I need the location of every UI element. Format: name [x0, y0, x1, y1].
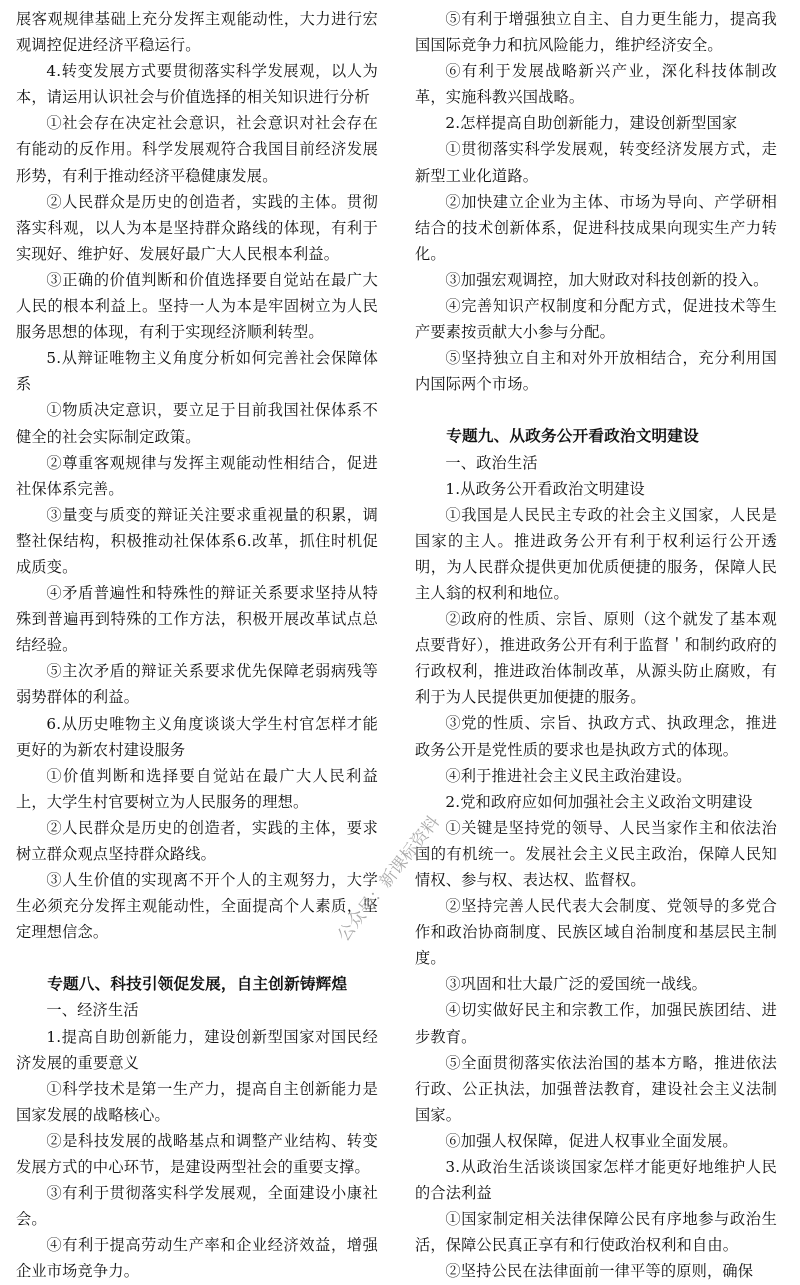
question-heading: 2.怎样提高自助创新能力，建设创新型国家	[445, 114, 738, 133]
paragraph: ④有利于提高劳动生产率和企业经济效益，增强企业市场竞争力。	[16, 1236, 378, 1281]
paragraph: ②坚持公民在法律面前一律平等的原则，确保	[445, 1262, 754, 1281]
paragraph: ①我国是人民民主专政的社会主义国家，人民是国家的主人。推进政务公开有利于权利运行公开透明，为人民群众提供更加优质便捷的服务，保障人民主人翁的权利和地位。	[415, 505, 777, 602]
paragraph: ①关键是坚持党的领导、人民当家作主和依法治国的有机统一。发展社会主义民主政治，保障人民知情权、参与权、表达权、监督权。	[415, 818, 777, 889]
paragraph-continued: 展客观规律基础上充分发挥主观能动性，大力进行宏观调控促进经济平稳运行。	[16, 10, 378, 55]
question-heading: 1.提高自助创新能力，建设创新型国家对国民经济发展的重要意义	[16, 1027, 378, 1072]
paragraph: ②坚持完善人民代表大会制度、党领导的多党合作和政治协商制度、民族区域自治制度和基层民主制度。	[415, 897, 777, 968]
paragraph: ②是科技发展的战略基点和调整产业结构、转变发展方式的中心环节，是建设两型社会的重要支撑。	[16, 1131, 378, 1177]
question-heading: 4.转变发展方式要贯彻落实科学发展观，以人为本，请运用认识社会与价值选择的相关知识进行分析	[16, 62, 378, 107]
paragraph: ⑤有利于增强独立自主、自力更生能力，提高我国国际竞争力和抗风险能力，维护经济安全。	[415, 10, 777, 55]
paragraph: ②人民群众是历史的创造者，实践的主体，要求树立群众观点坚持群众路线。	[16, 818, 378, 863]
paragraph: ③量变与质变的辩证关注要求重视量的积累，调整社保结构，积极推动社保体系6.改革，抓住时机促成质变。	[16, 505, 378, 576]
paragraph: ②尊重客观规律与发挥主观能动性相结合，促进社保体系完善。	[16, 453, 378, 498]
paragraph: ⑤全面贯彻落实依法治国的基本方略，推进依法行政、公正执法，加强普法教育，建设社会主义法制国家。	[415, 1053, 777, 1124]
question-heading: 5.从辩证唯物主义角度分析如何完善社会保障体系	[16, 349, 378, 394]
paragraph: ①物质决定意识，要立足于目前我国社保体系不健全的社会实际制定政策。	[16, 401, 378, 446]
paragraph: ②加快建立企业为主体、市场为导向、产学研相结合的技术创新体系，促进科技成果向现实生产力转化。	[415, 192, 777, 263]
paragraph: ①科学技术是第一生产力，提高自主创新能力是国家发展的战略核心。	[16, 1079, 378, 1124]
section-subtitle: 一、政治生活	[445, 453, 538, 472]
paragraph: ③正确的价值判断和价值选择要自觉站在最广大人民的根本利益上。坚持一人为本是牢固树立为人民服务思想的体现，有利于实现经济顺利转型。	[16, 270, 378, 342]
paragraph: ④完善知识产权制度和分配方式，促进技术等生产要素按贡献大小参与分配。	[415, 297, 777, 342]
paragraph: ④矛盾普遍性和特殊性的辩证关系要求坚持从特殊到普遍再到特殊的工作方法，积极开展改革试点总结经验。	[16, 584, 378, 655]
paragraph: ①价值判断和选择要自觉站在最广大人民利益上，大学生村官要树立为人民服务的理想。	[16, 766, 378, 811]
paragraph: ③巩固和壮大最广泛的爱国统一战线。	[445, 975, 707, 994]
spacer	[16, 945, 378, 971]
topic-title: 专题八、科技引领促发展，自主创新铸辉煌	[47, 975, 348, 994]
question-heading: 2.党和政府应如何加强社会主义政治文明建设	[445, 792, 753, 811]
paragraph: ③加强宏观调控，加大财政对科技创新的投入。	[445, 270, 769, 289]
paragraph: ⑤主次矛盾的辩证关系要求优先保障老弱病残等弱势群体的利益。	[16, 662, 378, 707]
paragraph: ③党的性质、宗旨、执政方式、执政理念，推进政务公开是党性质的要求也是执政方式的体现。	[415, 714, 777, 759]
left-column	[16, 6, 378, 1285]
paragraph: ⑤坚持独立自主和对外开放相结合，充分利用国内国际两个市场。	[415, 349, 777, 394]
paragraph: ④切实做好民主和宗教工作，加强民族团结、进步教育。	[415, 1001, 777, 1046]
paragraph: ⑥加强人权保障，促进人权事业全面发展。	[445, 1131, 738, 1150]
paragraph: ⑥有利于发展战略新兴产业，深化科技体制改革，实施科教兴国战略。	[415, 62, 777, 107]
paragraph: ①社会存在决定社会意识，社会意识对社会存在有能动的反作用。科学发展观符合我国目前经济发展形势，有利于推动经济平稳健康发展。	[16, 114, 378, 185]
paragraph: ②政府的性质、宗旨、原则（这个就发了基本观点要背好），推进政务公开有利于监督＇和制约政府的行政权利，推进政治体制改革，从源头防止腐败，有利于为人民提供更加便捷的服务。	[415, 610, 777, 707]
paragraph: ①贯彻落实科学发展观，转变经济发展方式，走新型工业化道路。	[415, 140, 777, 185]
paragraph: ②人民群众是历史的创造者，实践的主体。贯彻落实科观，以人为本是坚持群众路线的体现，有利于实现好、维护好、发展好最广大人民根本利益。	[16, 192, 378, 263]
paragraph: ③有利于贯彻落实科学发展观，全面建设小康社会。	[16, 1184, 378, 1229]
question-heading: 1.从政务公开看政治文明建设	[445, 479, 645, 498]
question-heading: 6.从历史唯物主义角度谈谈大学生村官怎样才能更好的为新农村建设服务	[16, 714, 378, 759]
paragraph: ①国家制定相关法律保障公民有序地参与政治生活，保障公民真正享有和行使政治权利和自由。	[415, 1210, 777, 1255]
right-column	[415, 6, 777, 1285]
paragraph: ③人生价值的实现离不开个人的主观努力，大学生必须充分发挥主观能动性，全面提高个人素质，坚定理想信念。	[16, 871, 378, 942]
spacer	[415, 397, 777, 423]
watermark-text: 公众号：新课标资料	[333, 812, 444, 946]
question-heading: 3.从政治生活谈谈国家怎样才能更好地维护人民的合法利益	[415, 1158, 777, 1203]
topic-title: 专题九、从政务公开看政治文明建设	[446, 427, 699, 446]
section-subtitle: 一、经济生活	[46, 1001, 139, 1020]
paragraph: ④利于推进社会主义民主政治建设。	[445, 766, 692, 785]
